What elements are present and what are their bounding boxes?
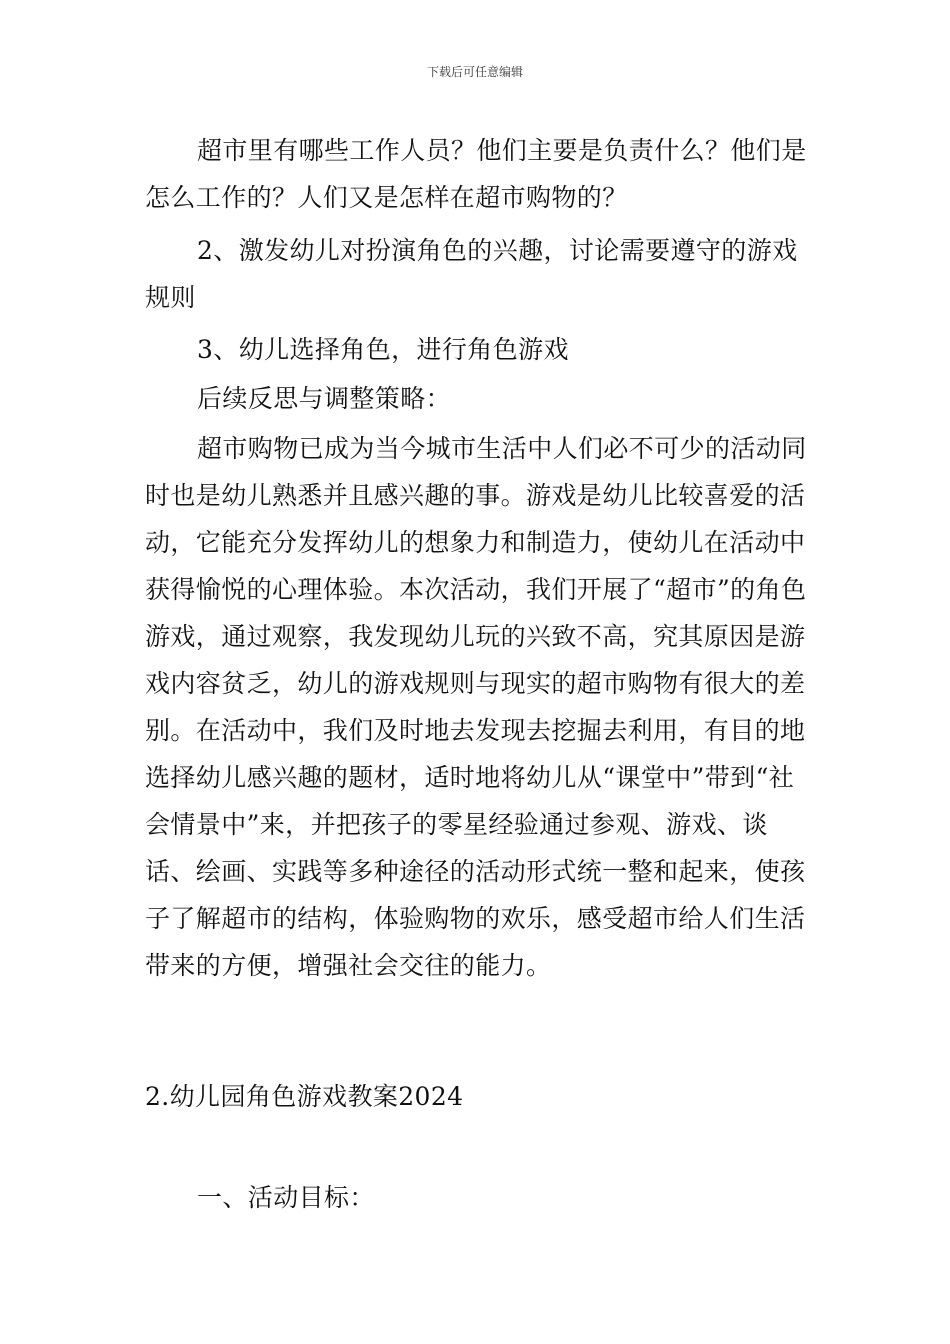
paragraph-questions: 超市里有哪些工作人员？他们主要是负责什么？他们是怎么工作的？人们又是怎样在超市购物的？ [145, 136, 807, 212]
page-header: 下载后可任意编辑 [426, 65, 523, 79]
section-title: 2.幼儿园角色游戏教案2024 [145, 1082, 464, 1111]
reflection-heading: 后续反思与调整策略： [197, 384, 452, 413]
objectives-heading: 一、活动目标： [197, 1183, 375, 1212]
paragraph-step-2: 2、激发幼儿对扮演角色的兴趣，讨论需要遵守的游戏规则 [145, 236, 798, 312]
paragraph-reflection: 超市购物已成为当今城市生活中人们必不可少的活动同时也是幼儿熟悉并且感兴趣的事。游戏是幼儿比较喜爱的活动，它能充分发挥幼儿的想象力和制造力，使幼儿在活动中获得愉悦的心理体验。本次活动，我们开展了“超市”的角色游戏，通过观察，我发现幼儿玩的兴致不高，究其原因是游戏内容贫乏，幼儿的游戏规则与现实的超市购物有很大的差别。在活动中，我们及时地去发现去挖掘去利用，有目的地选择幼儿感兴趣的题材，适时地将幼儿从“课堂中”带到“社会情景中”来，并把孩子的零星经验通过参观、游戏、谈话、绘画、实践等多种途径的活动形式统一整和起来，使孩子了解超市的结构，体验购物的欢乐，感受超市给人们生活带来的方便，增强社会交往的能力。 [145, 434, 807, 980]
paragraph-step-3: 3、幼儿选择角色，进行角色游戏 [197, 335, 569, 364]
